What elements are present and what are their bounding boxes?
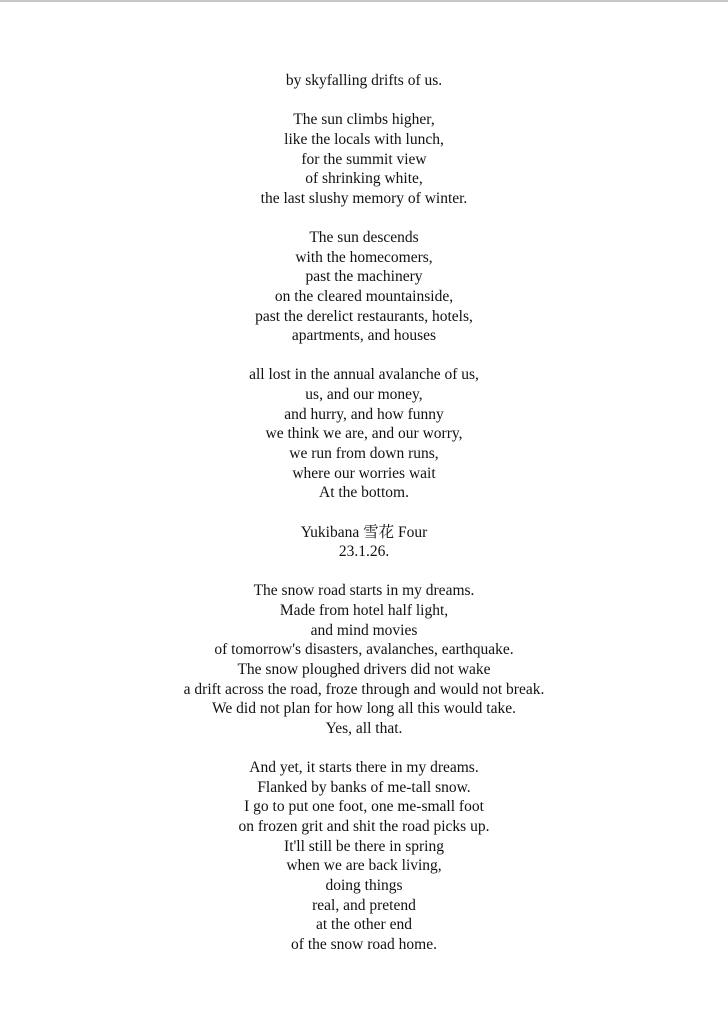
poem-line: and mind movies	[310, 621, 418, 639]
poem-line: Yes, all that.	[325, 719, 403, 737]
poem-line: And yet, it starts there in my dreams.	[249, 759, 479, 777]
stanza-4	[0, 365, 728, 502]
poem-line: we run from down runs,	[289, 445, 439, 463]
poem-line: It'll still be there in spring	[284, 837, 444, 855]
poem-line: the last slushy memory of winter.	[260, 189, 468, 207]
poem-line: on frozen grit and shit the road picks up.	[238, 818, 490, 836]
poem-line: by skyfalling drifts of us.	[285, 72, 443, 89]
poem-line: like the locals with lunch,	[284, 130, 444, 148]
poem-line: I go to put one foot, one me-small foot	[244, 798, 484, 816]
poem-title: Yukibana 雪花 Four	[300, 523, 428, 541]
poem-line: all lost in the annual avalanche of us,	[249, 366, 479, 384]
poem-heading	[0, 523, 728, 562]
poem-line: apartments, and houses	[291, 327, 437, 345]
poem-line: of tomorrow's disasters, avalanches, earthquake.	[214, 641, 514, 659]
poem-line: of shrinking white,	[305, 170, 423, 188]
poem-line: At the bottom.	[319, 484, 409, 502]
stanza-2	[0, 110, 728, 208]
poem-line: when we are back living,	[286, 857, 442, 875]
poem-line: a drift across the road, froze through and would not break.	[183, 680, 545, 698]
poem-line: us, and our money,	[305, 386, 423, 404]
poem-line: The sun climbs higher,	[293, 111, 435, 129]
poem-line: past the derelict restaurants, hotels,	[255, 307, 473, 325]
poem-line: The snow ploughed drivers did not wake	[237, 660, 491, 678]
poem-date: 23.1.26.	[338, 543, 390, 561]
poem-line: where our worries wait	[292, 464, 436, 482]
stanza-5	[0, 581, 728, 738]
document-page	[0, 71, 728, 974]
poem-line: on the cleared mountainside,	[274, 287, 454, 305]
poem-line: past the machinery	[305, 268, 423, 286]
poem-line: we think we are, and our worry,	[265, 425, 463, 443]
stanza-6	[0, 758, 728, 954]
poem-line: The sun descends	[309, 229, 419, 247]
poem-line: The snow road starts in my dreams.	[253, 582, 475, 600]
poem-line: at the other end	[316, 916, 412, 934]
poem-line: of the snow road home.	[291, 935, 437, 953]
poem-line: and hurry, and how funny	[284, 405, 444, 423]
poem-line: doing things	[325, 876, 403, 894]
page-top-border	[0, 0, 728, 2]
poem-line: Flanked by banks of me-tall snow.	[257, 778, 471, 796]
poem-line: with the homecomers,	[295, 248, 433, 266]
poem-line: for the summit view	[301, 150, 427, 168]
poem-line: Made from hotel half light,	[279, 602, 449, 620]
poem-line: We did not plan for how long all this would take.	[212, 700, 516, 718]
poem-line: real, and pretend	[312, 896, 416, 914]
stanza-3	[0, 228, 728, 346]
stanza-1	[0, 71, 728, 91]
